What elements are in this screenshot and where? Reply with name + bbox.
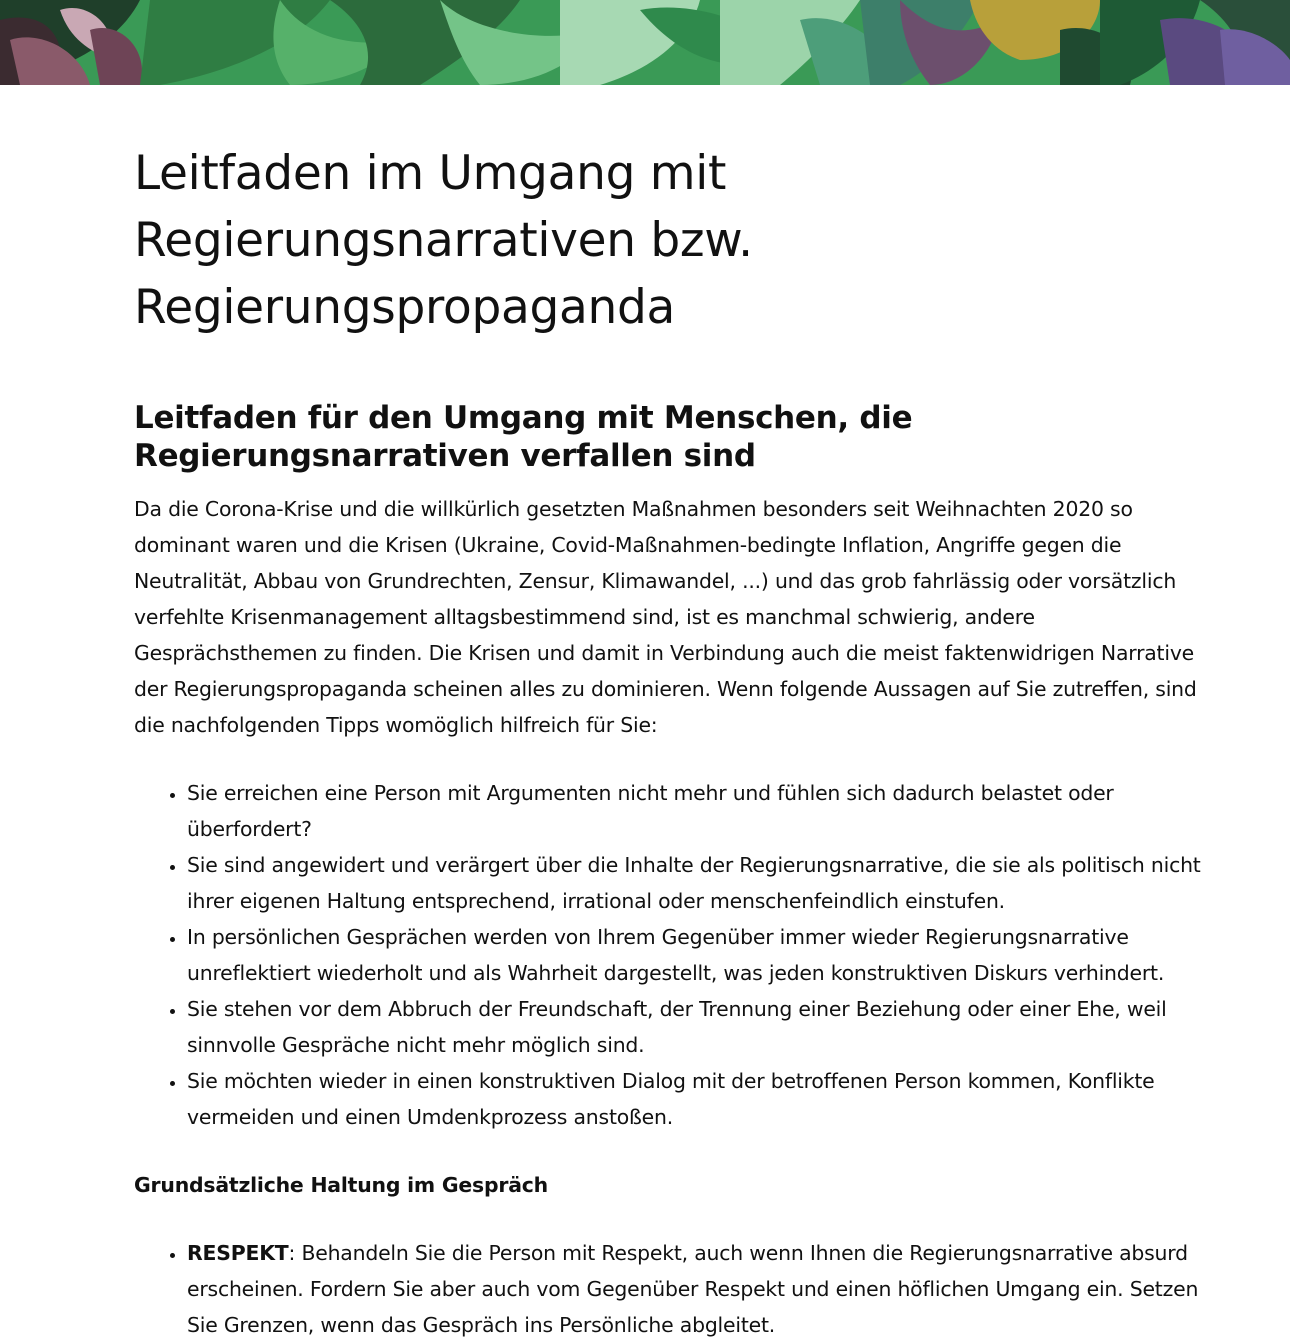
page-title: Leitfaden im Umgang mit Regierungsnarrativen bzw. Regierungspropaganda	[134, 146, 753, 335]
intro-paragraph: Da die Corona-Krise und die willkürlich gesetzten Maßnahmen besonders seit Weihnachten 2020 so dominant waren und die Krisen (Ukraine, Covid-Maßnahmen-bedingte Inflation, Angriffe gegen die Neutralität, Abbau von Grundrechten, Zensur, Klimawandel, ...) und das grob fahrlässig oder vorsätzlich verfehlte Krisenmanagement alltagsbestimmend sind, ist es manchmal schwierig, andere Gesprächsthemen zu finden. Die Krisen und damit in Verbindung auch die meist faktenwidrigen Narrative der Regierungspropaganda scheinen alles zu dominieren. Wenn folgende Aussagen auf Sie zutreffen, sind die nachfolgenden Tipps womöglich hilfreich für Sie:	[134, 497, 1197, 737]
statements-list	[134, 775, 1224, 1135]
list-item: • Sie möchten wieder in einen konstruktiven Dialog mit der betroffenen Person kommen, Konflikte vermeiden und einen Umdenkprozess anstoßen.	[187, 1063, 1224, 1135]
list-item	[187, 1235, 1224, 1343]
article-subtitle: Leitfaden für den Umgang mit Menschen, die Regierungsnarrativen verfallen sind	[134, 400, 913, 474]
principles-list	[134, 1235, 1224, 1343]
list-item: • Sie sind angewidert und verärgert über die Inhalte der Regierungsnarrative, die sie als politisch nicht ihrer eigenen Haltung entsprechend, irrational oder menschenfeindlich einstufen.	[187, 847, 1224, 919]
section-heading: Grundsätzliche Haltung im Gespräch	[134, 1173, 548, 1197]
floral-banner-illustration	[0, 0, 1290, 85]
list-item: • Sie erreichen eine Person mit Argumenten nicht mehr und fühlen sich dadurch belastet oder überfordert?	[187, 775, 1224, 847]
principle-keyword: RESPEKT	[187, 1241, 289, 1265]
list-item: • In persönlichen Gesprächen werden von Ihrem Gegenüber immer wieder Regierungsnarrative unreflektiert wiederholt und als Wahrheit dargestellt, was jeden konstruktiven Diskurs verhindert.	[187, 919, 1224, 991]
header-banner	[0, 0, 1290, 85]
article-content	[134, 140, 1224, 1343]
list-item: • Sie stehen vor dem Abbruch der Freundschaft, der Trennung einer Beziehung oder einer Ehe, weil sinnvolle Gespräche nicht mehr möglich sind.	[187, 991, 1224, 1063]
principle-text: : Behandeln Sie die Person mit Respekt, auch wenn Ihnen die Regierungsnarrative absurd erscheinen. Fordern Sie aber auch vom Gegenüber Respekt und einen höflichen Umgang ein. Setzen Sie Grenzen, wenn das Gespräch ins Persönliche abgleitet.	[187, 1241, 1199, 1337]
